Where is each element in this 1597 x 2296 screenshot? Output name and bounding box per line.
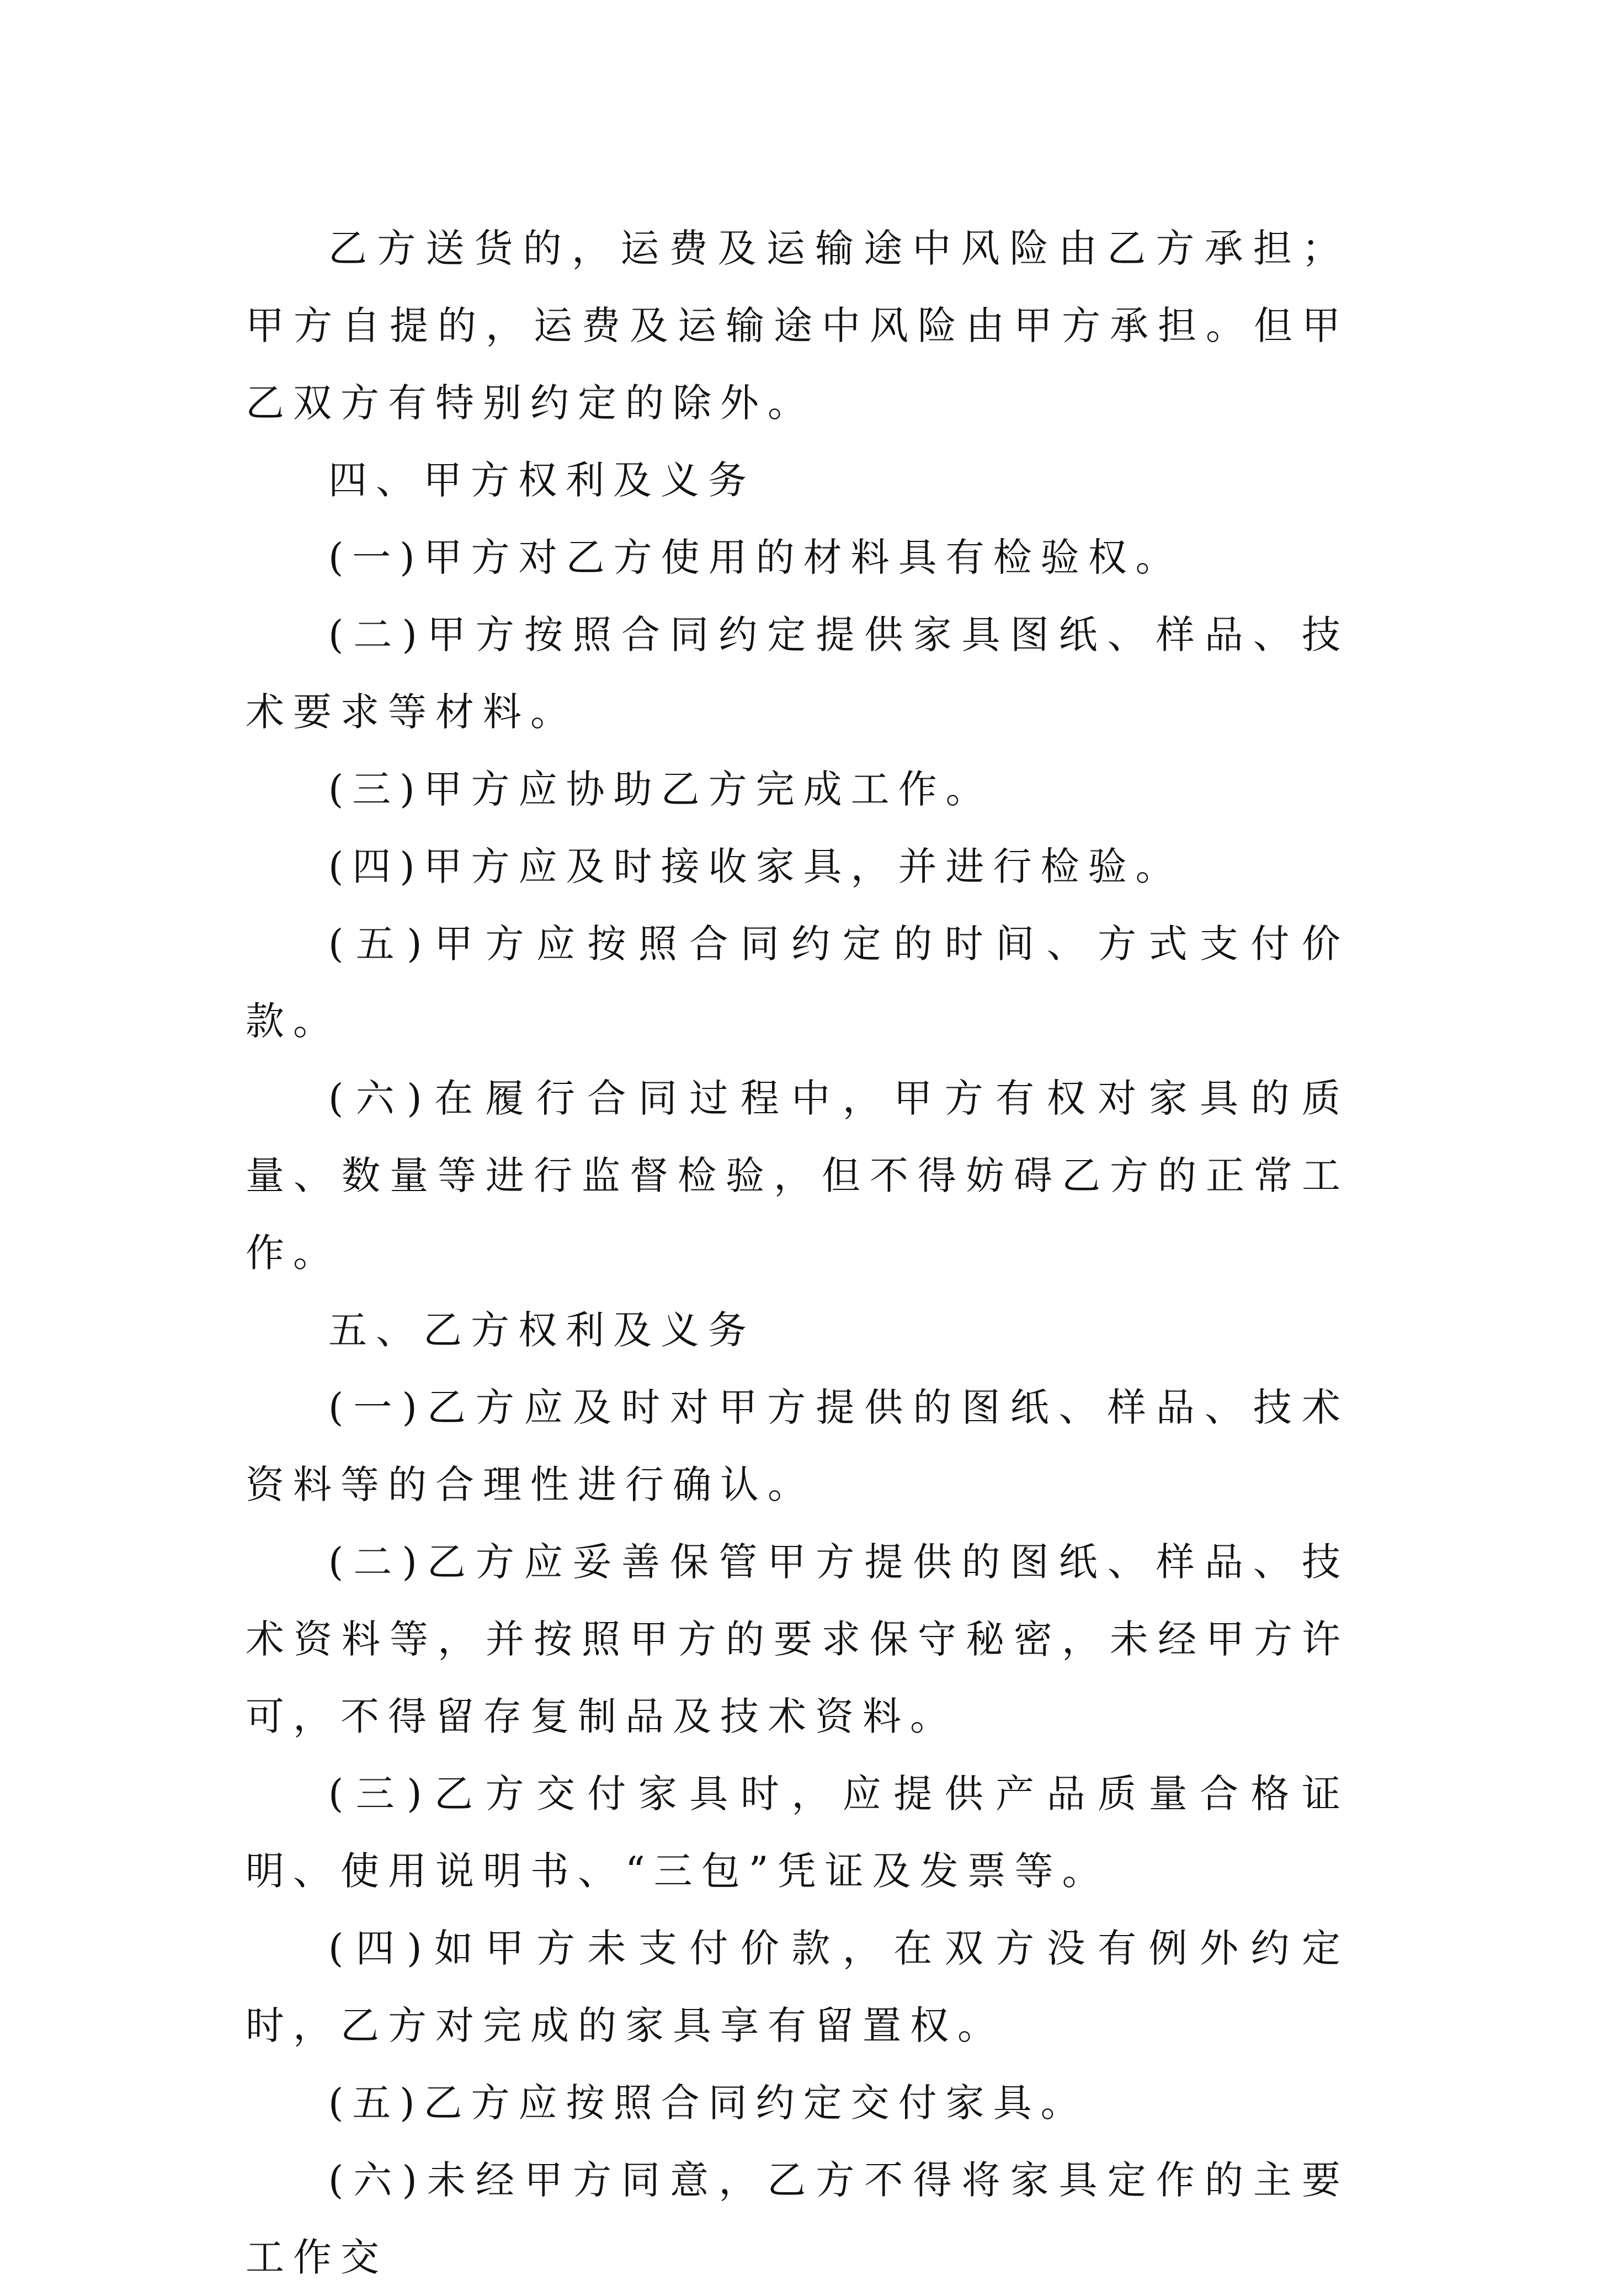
clause-a-1: (一)甲方对乙方使用的材料具有检验权。 (328, 535, 1183, 580)
document-body (246, 210, 1349, 2296)
clause-b-1: (一)乙方应及时对甲方提供的图纸、样品、技术资料等的合理性进行确认。 (246, 1385, 1349, 1507)
clause-a-5: (五)甲方应按照合同约定的时间、方式支付价款。 (246, 921, 1349, 1044)
clause-a-4: (四)甲方应及时接收家具，并进行检验。 (328, 844, 1183, 889)
clause-b-2: (二)乙方应妥善保管甲方提供的图纸、样品、技术资料等，并按照甲方的要求保守秘密，未经甲方许可，不得留存复制品及技术资料。 (246, 1539, 1349, 1739)
clause-b-5: (五)乙方应按照合同约定交付家具。 (328, 2080, 1088, 2125)
clause-b-3: (三)乙方交付家具时，应提供产品质量合格证明、使用说明书、“三包”凭证及发票等。 (246, 1771, 1349, 1894)
clause-a-3: (三)甲方应协助乙方完成工作。 (328, 767, 993, 812)
clause-a-2: (二)甲方按照合同约定提供家具图纸、样品、技术要求等材料。 (246, 612, 1349, 735)
paragraph-delivery-risk: 乙方送货的，运费及运输途中风险由乙方承担；甲方自提的，运费及运输途中风险由甲方承担。但甲乙双方有特别约定的除外。 (246, 226, 1349, 426)
section-heading-party-a-rights: 四、甲方权利及义务 (328, 458, 755, 503)
clause-b-4: (四)如甲方未支付价款，在双方没有例外约定时，乙方对完成的家具享有留置权。 (246, 1926, 1349, 2048)
clause-a-6: (六)在履行合同过程中，甲方有权对家具的质量、数量等进行监督检验，但不得妨碍乙方的正常工作。 (246, 1076, 1349, 1275)
section-heading-party-b-rights: 五、乙方权利及义务 (328, 1308, 755, 1353)
clause-b-6: (六)未经甲方同意，乙方不得将家具定作的主要工作交 (246, 2157, 1349, 2280)
